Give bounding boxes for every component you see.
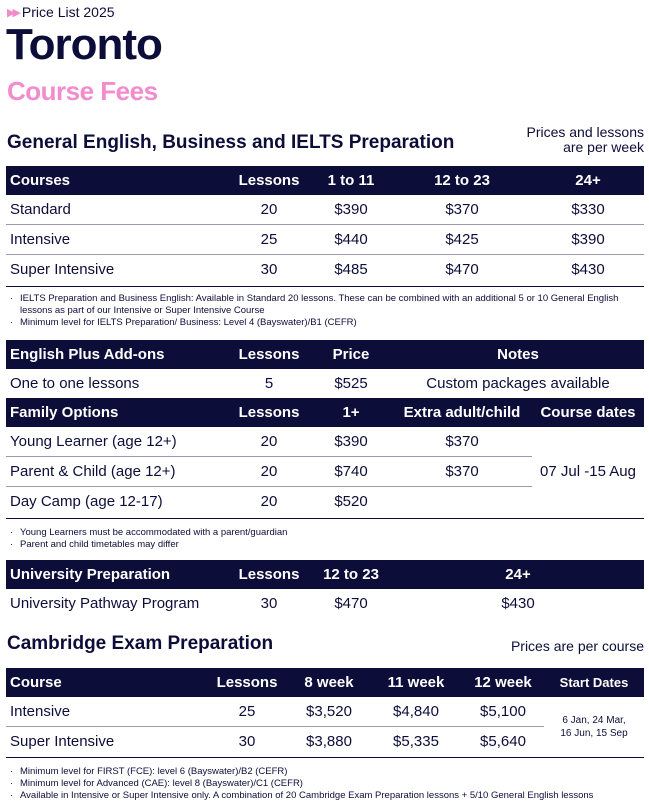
addon-name: One to one lessons [10,375,140,392]
col-8-week: 8 week [304,674,354,691]
general-table [6,166,644,284]
lessons-value: 5 [264,375,274,392]
lessons-value: 25 [206,697,288,727]
addon-notes: Custom packages available [426,375,610,392]
price-value: $440 [310,225,392,255]
divider [6,518,644,519]
extra-value: $370 [392,457,532,487]
course-name: Intensive [6,225,228,255]
price-value: $485 [334,261,368,278]
family-name: Young Learner (age 12+) [6,427,228,457]
start-dates-line1: 6 Jan, 24 Mar, [562,714,626,726]
course-name: Intensive [6,697,206,727]
col-lessons: Lessons [238,404,300,421]
col-24-plus: 24+ [575,172,601,189]
note-item: · Minimum level for IELTS Preparation/ Business: Level 4 (Bayswater)/B1 (CEFR) [10,317,630,329]
lessons-value: 25 [228,225,310,255]
general-section-note [526,125,644,155]
kicker-text: Price List 2025 [21,4,115,20]
col-family-options: Family Options [10,404,119,421]
program-name: University Pathway Program [10,595,200,612]
col-notes: Notes [497,346,539,363]
price-value: $5,335 [393,733,439,750]
general-table-header [6,166,644,195]
col-12-to-23: 12 to 23 [434,172,490,189]
price-value: $470 [445,261,479,278]
addons-table-header [6,340,644,369]
extra-value: $370 [392,427,532,457]
note-item: · Available in Intensive or Super Intensive only. A combination of 20 Cambridge Exam Preparation lessons + 5/10 General English lessons [10,790,630,802]
general-note-line2: are per week [563,139,644,155]
price-value: $5,100 [462,697,544,727]
table-row [6,697,644,727]
course-name: Super Intensive [10,261,115,278]
divider [6,757,644,758]
price-value: $370 [392,195,532,225]
price-value: $4,840 [370,697,462,727]
cambridge-table-header [6,668,644,697]
university-table [6,560,644,618]
col-12-week: 12 week [474,674,532,691]
price-value: $740 [310,457,392,487]
start-dates [544,697,644,756]
cambridge-section-title: Cambridge Exam Preparation [7,633,274,654]
addons-family-table [6,340,644,516]
lessons-value: 20 [228,195,310,225]
extra-value [392,487,532,517]
col-lessons: Lessons [238,172,300,189]
col-1-plus: 1+ [342,404,360,421]
course-dates: 07 Jul -15 Aug [540,463,636,480]
lessons-value: 20 [228,427,310,457]
price-value: $5,640 [480,733,526,750]
col-university: University Preparation [10,566,171,583]
general-notes [10,293,630,329]
table-row [6,225,644,255]
col-courses: Courses [10,172,71,189]
price-value: $425 [392,225,532,255]
price-value: $390 [310,195,392,225]
col-extra: Extra adult/child [403,404,521,421]
lessons-value: 20 [260,493,278,510]
cambridge-section-note: Prices are per course [510,638,644,654]
university-table-header [6,560,644,589]
table-row [6,255,644,285]
col-11-week: 11 week [387,674,445,691]
course-name: Standard [6,195,228,225]
double-chevron-icon: ▶▶ [7,6,18,19]
note-item: · Minimum level for Advanced (CAE): level 8 (Bayswater)/C1 (CEFR) [10,778,630,790]
page-title: Toronto [6,20,162,69]
table-row [6,195,644,225]
price-value: $390 [310,427,392,457]
col-course-dates: Course dates [540,404,636,421]
page-subtitle: Course Fees [7,76,158,106]
col-lessons: Lessons [238,566,300,583]
table-row [6,589,644,618]
cambridge-table [6,668,644,756]
price-value: $525 [334,375,368,392]
table-row [6,369,644,398]
price-value: $3,520 [288,697,370,727]
lessons-value: 20 [228,457,310,487]
general-note-line1: Prices and lessons [526,124,644,140]
col-24-plus: 24+ [505,566,531,583]
general-section-title: General English, Business and IELTS Preparation [7,132,455,153]
col-start-dates: Start Dates [559,675,629,690]
course-name: Super Intensive [10,733,115,750]
price-value: $330 [532,195,644,225]
price-value: $3,880 [306,733,352,750]
family-name: Day Camp (age 12-17) [10,493,163,510]
family-table-header [6,398,644,427]
lessons-value: 30 [260,261,278,278]
col-12-to-23: 12 to 23 [323,566,379,583]
cambridge-notes [10,766,630,802]
price-value: $430 [501,595,535,612]
price-value: $520 [334,493,368,510]
note-item: · Young Learners must be accommodated with a parent/guardian [10,527,630,539]
table-row [6,427,644,457]
col-lessons: Lessons [216,674,278,691]
note-item: · Minimum level for FIRST (FCE): level 6 (Bayswater)/B2 (CEFR) [10,766,630,778]
divider [6,286,644,287]
col-course: Course [10,674,62,691]
col-1-to-11: 1 to 11 [327,172,375,189]
lessons-value: 30 [260,595,278,612]
start-dates-line2: 16 Jun, 15 Sep [560,727,628,739]
note-item: · IELTS Preparation and Business English: Available in Standard 20 lessons. These can be combined with an additional 5 or 10 General English lessons as part of our Intensive or Super Intensive Course [10,293,630,317]
price-value: $470 [334,595,368,612]
col-addons: English Plus Add-ons [10,346,165,363]
note-item: · Parent and child timetables may differ [10,539,630,551]
price-value: $390 [532,225,644,255]
col-lessons: Lessons [238,346,300,363]
page-kicker [7,4,115,20]
family-name: Parent & Child (age 12+) [6,457,228,487]
price-value: $430 [571,261,605,278]
col-price: Price [332,346,370,363]
family-notes [10,527,630,551]
lessons-value: 30 [238,733,256,750]
